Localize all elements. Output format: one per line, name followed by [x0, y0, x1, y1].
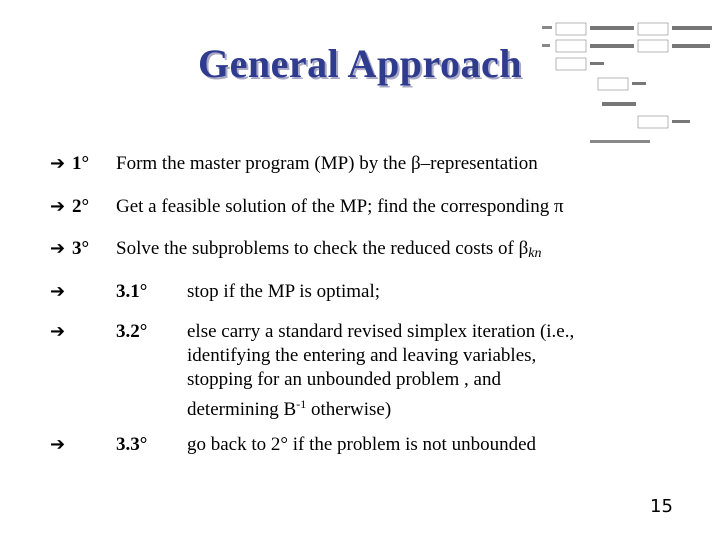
step-3-label: 3°	[72, 238, 90, 259]
step-3-1-row	[0, 280, 720, 306]
page-number: 15	[650, 496, 673, 517]
step-2-row	[0, 195, 720, 221]
step-3-3-label: 3.3°	[116, 434, 148, 455]
step-3-2-line-3: stopping for an unbounded problem , and	[187, 369, 501, 390]
step-1-label: 1°	[72, 153, 90, 174]
step-1-text: Form the master program (MP) by the β–representation	[116, 153, 538, 174]
step-3-3-row	[0, 433, 720, 459]
step-1-row	[0, 152, 720, 178]
arrow-right-icon: ➔	[50, 238, 66, 259]
step-3-2-superscript: -1	[296, 397, 307, 411]
step-3-row	[0, 237, 720, 263]
step-3-2-row	[0, 320, 720, 420]
master-program-formula-image	[538, 20, 716, 150]
step-3-3-text: go back to 2° if the problem is not unbounded	[187, 434, 537, 455]
step-3-text-main: Solve the subproblems to check the reduced costs of β	[116, 238, 529, 259]
step-3-subscript: kn	[528, 246, 542, 261]
arrow-right-icon: ➔	[50, 153, 66, 174]
step-2-text: Get a feasible solution of the MP; find the corresponding π	[116, 196, 564, 217]
slide-title: General Approach	[198, 41, 522, 86]
step-3-1-text: stop if the MP is optimal;	[187, 281, 380, 302]
arrow-right-icon: ➔	[50, 434, 66, 455]
step-3-2-line-1: else carry a standard revised simplex iteration (i.e.,	[187, 321, 575, 342]
step-2-label: 2°	[72, 196, 90, 217]
step-3-2-line-4-main: determining B	[187, 399, 297, 420]
arrow-right-icon: ➔	[50, 321, 66, 342]
step-3-2-line-4-end: otherwise)	[306, 399, 392, 420]
step-3-2-line-2: identifying the entering and leaving variables,	[187, 345, 537, 366]
step-3-2-text	[187, 320, 707, 422]
step-3-2-label: 3.2°	[116, 321, 148, 342]
arrow-right-icon: ➔	[50, 281, 66, 302]
step-3-text	[116, 237, 541, 266]
step-3-1-label: 3.1°	[116, 281, 148, 302]
step-3-2-line-4	[187, 392, 707, 422]
arrow-right-icon: ➔	[50, 196, 66, 217]
